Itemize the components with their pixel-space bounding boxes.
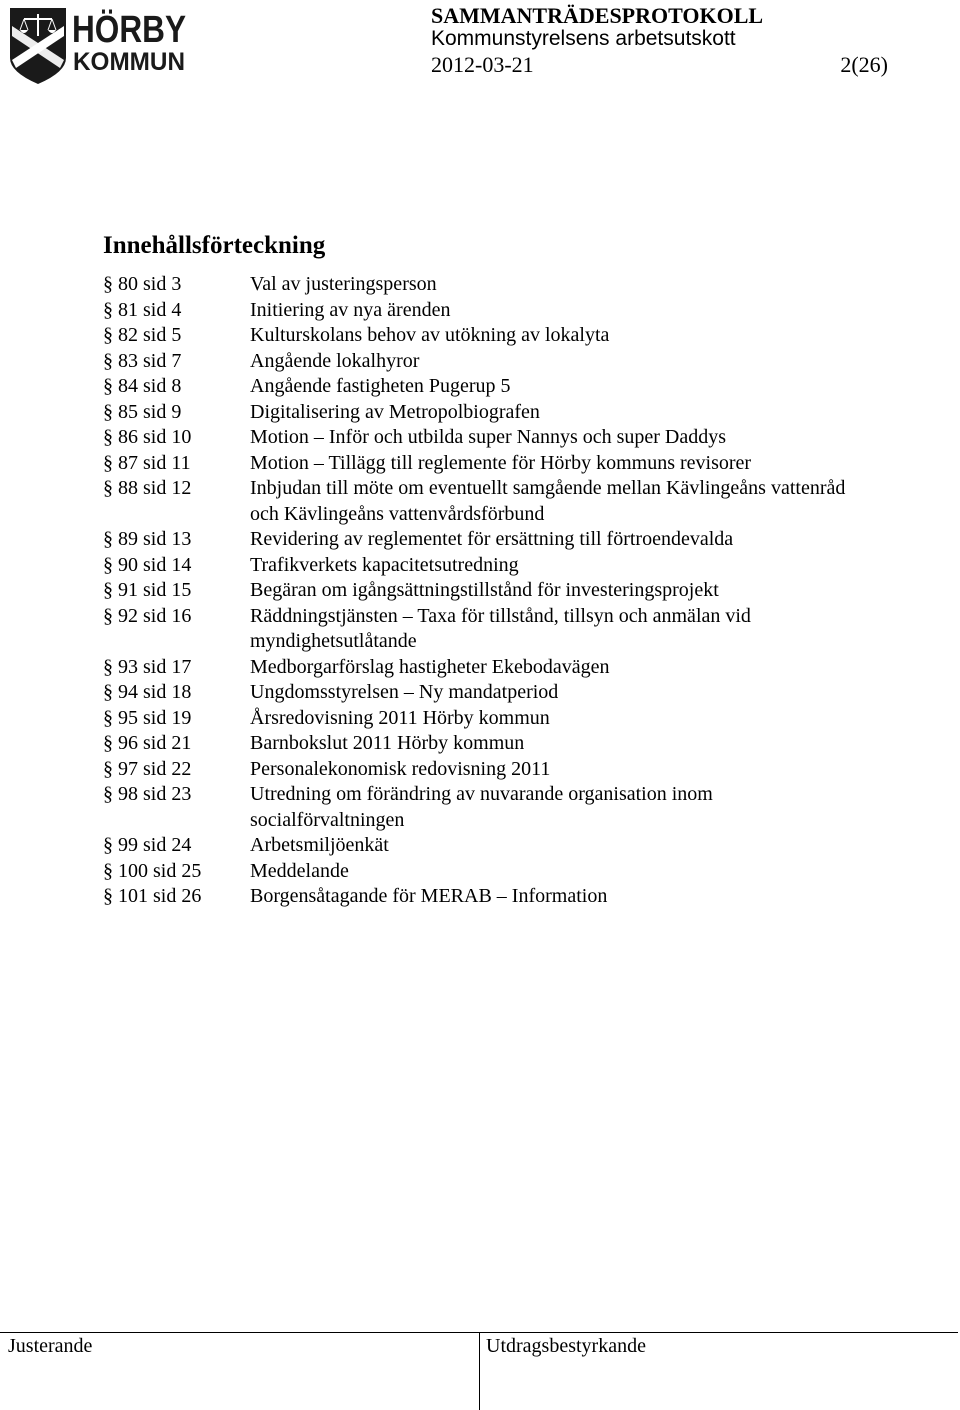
toc-entry-ref: § 86 sid 10 bbox=[103, 426, 192, 448]
toc-entry bbox=[103, 604, 863, 655]
toc-entry-title: Räddningstjänsten – Taxa för tillstånd, tillsyn och anmälan vid myndighetsutlåtande bbox=[250, 604, 751, 652]
toc-entry bbox=[103, 731, 863, 757]
toc-entry bbox=[103, 374, 863, 400]
logo-line1: HÖRBY bbox=[72, 9, 210, 51]
toc-entry-ref: § 92 sid 16 bbox=[103, 604, 192, 627]
toc-entry-title: Barnbokslut 2011 Hörby kommun bbox=[250, 732, 525, 754]
toc-entry-title: Arbetsmiljöenkät bbox=[250, 834, 389, 856]
footer-signature-justerande: Justerande bbox=[8, 1335, 93, 1357]
toc-entry-title: Motion – Tillägg till reglemente för Hörby kommuns revisorer bbox=[250, 451, 752, 474]
toc-entry-title: Borgensåtagande för MERAB – Information bbox=[250, 885, 608, 907]
footer-signature-utdragsbestyrkande: Utdragsbestyrkande bbox=[486, 1335, 646, 1357]
toc-entry-ref: § 98 sid 23 bbox=[103, 783, 192, 805]
toc-entry bbox=[103, 323, 863, 349]
toc-entry-title: Angående fastigheten Pugerup 5 bbox=[250, 375, 511, 397]
toc-entry bbox=[103, 425, 863, 451]
toc-entry bbox=[103, 578, 863, 604]
footer-divider-vertical bbox=[479, 1333, 480, 1410]
toc-entry-ref: § 90 sid 14 bbox=[103, 553, 192, 576]
toc-entry-ref: § 95 sid 19 bbox=[103, 706, 192, 729]
toc-entry-ref: § 94 sid 18 bbox=[103, 681, 192, 703]
toc-entry bbox=[103, 782, 863, 833]
toc-entry-ref: § 87 sid 11 bbox=[103, 451, 191, 474]
logo-line2: KOMMUN bbox=[73, 48, 185, 76]
toc-entry bbox=[103, 757, 863, 783]
toc-entry-title: Trafikverkets kapacitetsutredning bbox=[250, 553, 519, 576]
toc-entry-ref: § 97 sid 22 bbox=[103, 757, 192, 780]
toc-entry bbox=[103, 553, 863, 579]
toc-entry bbox=[103, 349, 863, 375]
toc-entry-title: Meddelande bbox=[250, 859, 349, 882]
toc-entry-ref: § 91 sid 15 bbox=[103, 579, 192, 601]
toc-entry-title: Medborgarförslag hastigheter Ekebodavägen bbox=[250, 655, 610, 678]
toc-entry bbox=[103, 859, 863, 885]
document-type-title: SAMMANTRÄDESPROTOKOLL bbox=[431, 3, 764, 28]
toc-entry-title: Ungdomsstyrelsen – Ny mandatperiod bbox=[250, 681, 559, 703]
toc-entry-ref: § 80 sid 3 bbox=[103, 273, 182, 295]
toc-entry bbox=[103, 833, 863, 859]
toc-entry-ref: § 88 sid 12 bbox=[103, 477, 192, 499]
toc-entry-title: Motion – Inför och utbilda super Nannys och super Daddys bbox=[250, 426, 727, 448]
toc-heading: Innehållsförteckning bbox=[103, 232, 326, 259]
toc-entry bbox=[103, 451, 863, 477]
toc-entry-title: Digitalisering av Metropolbiografen bbox=[250, 400, 540, 423]
toc-entry-title: Inbjudan till möte om eventuellt samgående mellan Kävlingeåns vattenråd och Kävlingeåns vattenvårdsförbund bbox=[250, 477, 846, 525]
toc-entry-ref: § 81 sid 4 bbox=[103, 298, 182, 321]
toc-entry-title: Angående lokalhyror bbox=[250, 349, 420, 372]
toc-entry bbox=[103, 884, 863, 910]
toc-entry-ref: § 100 sid 25 bbox=[103, 859, 202, 882]
toc-entry-title: Kulturskolans behov av utökning av lokalyta bbox=[250, 324, 610, 346]
toc-entry-ref: § 83 sid 7 bbox=[103, 349, 182, 372]
horby-kommun-logo bbox=[8, 6, 210, 86]
toc-entry bbox=[103, 400, 863, 426]
toc-entry-title: Revidering av reglementet för ersättning till förtroendevalda bbox=[250, 528, 734, 550]
toc-entry bbox=[103, 655, 863, 681]
toc-entry-title: Begäran om igångsättningstillstånd för investeringsprojekt bbox=[250, 579, 719, 601]
page-number: 2(26) bbox=[840, 52, 888, 77]
table-of-contents bbox=[103, 272, 863, 910]
toc-entry-title: Årsredovisning 2011 Hörby kommun bbox=[250, 706, 550, 729]
meeting-date: 2012-03-21 bbox=[431, 52, 534, 77]
toc-entry-title: Personalekonomisk redovisning 2011 bbox=[250, 757, 551, 780]
committee-name: Kommunstyrelsens arbetsutskott bbox=[431, 27, 736, 50]
toc-entry-ref: § 84 sid 8 bbox=[103, 375, 182, 397]
toc-entry-ref: § 89 sid 13 bbox=[103, 528, 192, 550]
toc-entry bbox=[103, 527, 863, 553]
toc-entry bbox=[103, 298, 863, 324]
toc-entry bbox=[103, 680, 863, 706]
coat-of-arms-icon bbox=[10, 8, 66, 84]
toc-entry-ref: § 99 sid 24 bbox=[103, 834, 192, 856]
toc-entry-ref: § 101 sid 26 bbox=[103, 885, 202, 907]
toc-entry bbox=[103, 272, 863, 298]
toc-entry-ref: § 93 sid 17 bbox=[103, 655, 192, 678]
toc-entry-title: Val av justeringsperson bbox=[250, 273, 437, 295]
toc-entry-ref: § 85 sid 9 bbox=[103, 400, 182, 423]
toc-entry bbox=[103, 706, 863, 732]
toc-entry-title: Initiering av nya ärenden bbox=[250, 298, 451, 321]
toc-entry-ref: § 82 sid 5 bbox=[103, 324, 182, 346]
toc-entry-ref: § 96 sid 21 bbox=[103, 732, 192, 754]
toc-entry-title: Utredning om förändring av nuvarande organisation inom socialförvaltningen bbox=[250, 783, 713, 831]
toc-entry bbox=[103, 476, 863, 527]
